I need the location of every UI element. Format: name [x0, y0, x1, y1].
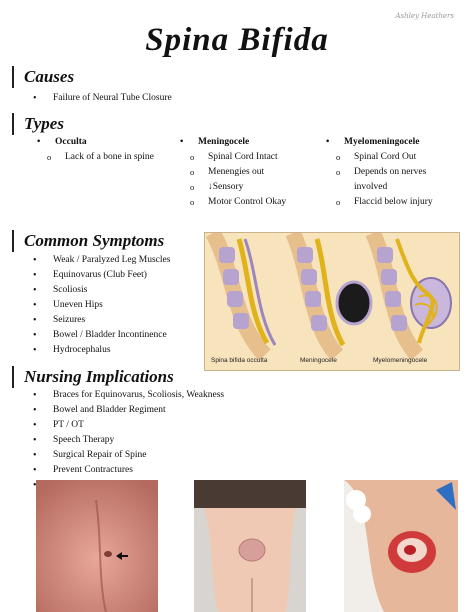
symptoms-heading: Common Symptoms: [12, 230, 164, 252]
causes-list: [33, 91, 172, 106]
list-item: o Spinal Cord Out: [326, 150, 461, 165]
nursing-list: [33, 388, 224, 493]
list-item: o ↓Sensory: [180, 180, 315, 195]
symptoms-list: [33, 253, 170, 358]
list-item: • Failure of Neural Tube Closure: [33, 91, 172, 106]
type-myelomeningocele: [326, 135, 461, 210]
diagram-label-occulta: Spina bifida occulta: [211, 357, 268, 364]
meningocele-photo: [194, 480, 306, 612]
list-item: • Hydrocephalus: [33, 343, 170, 358]
causes-heading: Causes: [12, 66, 74, 88]
list-item: • Seizures: [33, 313, 170, 328]
diagram-label-meningocele: Meningocele: [300, 357, 337, 364]
diagram-label-myelomeningocele: Myelomeningocele: [373, 357, 428, 364]
list-item: o Spinal Cord Intact: [180, 150, 315, 165]
types-heading: Types: [12, 113, 64, 135]
type-occulta: [37, 135, 172, 165]
list-item: • Equinovarus (Club Feet): [33, 268, 170, 283]
type-name: • Meningocele: [180, 135, 315, 150]
list-item: o Lack of a bone in spine: [37, 150, 165, 165]
list-item: • Braces for Equinovarus, Scoliosis, Weakness: [33, 388, 224, 403]
page-title: Spina Bifida: [145, 22, 329, 58]
spina-bifida-diagram: [204, 232, 460, 371]
author-signature: Ashley Heathers: [395, 12, 454, 20]
occulta-dimple-photo: [36, 480, 158, 612]
list-item: o Menengies out: [180, 165, 315, 180]
list-item: • Uneven Hips: [33, 298, 170, 313]
spine-illustration: [205, 233, 459, 370]
nursing-heading: Nursing Implications: [12, 366, 174, 388]
list-item: o Motor Control Okay: [180, 195, 288, 210]
list-item: • Scoliosis: [33, 283, 170, 298]
myelomeningocele-photo: [344, 480, 458, 612]
type-meningocele: [180, 135, 315, 210]
list-item: o Flaccid below injury: [326, 195, 434, 210]
list-item: • Bowel / Bladder Incontinence: [33, 328, 170, 343]
type-name: • Occulta: [37, 135, 172, 150]
list-item: • Surgical Repair of Spine: [33, 448, 224, 463]
list-item: • Weak / Paralyzed Leg Muscles: [33, 253, 170, 268]
list-item: • PT / OT: [33, 418, 224, 433]
list-item: o Depends on nerves involved: [326, 165, 446, 195]
list-item: • Speech Therapy: [33, 433, 224, 448]
list-item: • Prevent Contractures: [33, 463, 224, 478]
type-name: • Myelomeningocele: [326, 135, 461, 150]
list-item: • Bowel and Bladder Regiment: [33, 403, 224, 418]
